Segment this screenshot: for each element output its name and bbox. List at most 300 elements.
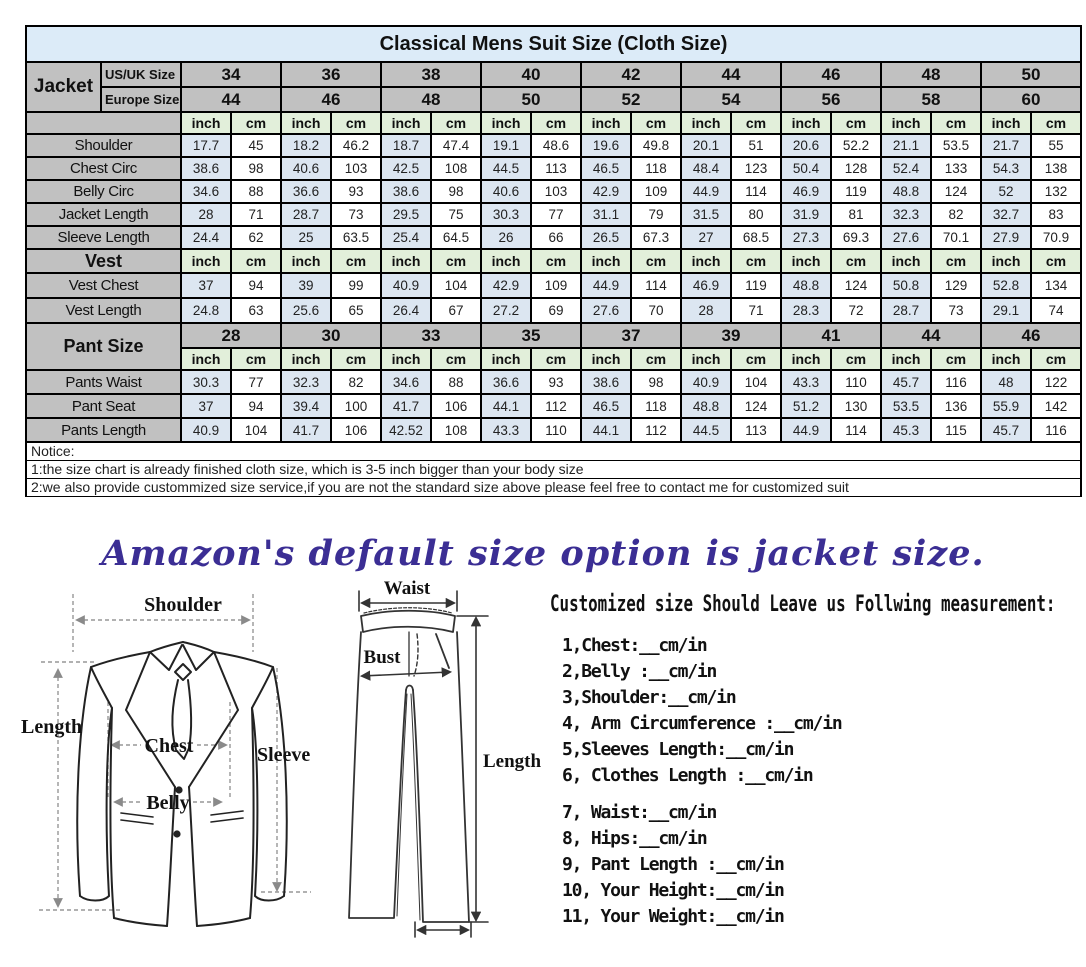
inch-value-cell: 28.7 bbox=[881, 298, 931, 323]
unit-cm-header: cm bbox=[631, 348, 681, 370]
custom-list bbox=[550, 635, 1086, 927]
us-uk-size-value: 38 bbox=[381, 62, 481, 87]
pant-size-value: 39 bbox=[681, 323, 781, 348]
cm-value-cell: 133 bbox=[931, 157, 981, 180]
unit-inch-header: inch bbox=[681, 249, 731, 273]
inch-value-cell: 53.5 bbox=[881, 394, 931, 418]
unit-inch-header: inch bbox=[181, 112, 231, 134]
unit-inch-header: inch bbox=[881, 249, 931, 273]
custom-item: 1,Chest:__cm/in bbox=[562, 635, 707, 656]
unit-inch-header: inch bbox=[781, 249, 831, 273]
cm-value-cell: 99 bbox=[331, 273, 381, 298]
cm-value-cell: 98 bbox=[631, 370, 681, 394]
us-uk-size-label: US/UK Size bbox=[101, 62, 181, 87]
custom-item: 6, Clothes Length :__cm/in bbox=[562, 765, 813, 786]
inch-value-cell: 26 bbox=[481, 226, 531, 249]
inch-value-cell: 27 bbox=[681, 226, 731, 249]
inch-value-cell: 26.5 bbox=[581, 226, 631, 249]
unit-inch-header: inch bbox=[481, 348, 531, 370]
unit-inch-header: inch bbox=[381, 348, 431, 370]
unit-cm-header: cm bbox=[731, 249, 781, 273]
cm-value-cell: 124 bbox=[731, 394, 781, 418]
cm-value-cell: 70.9 bbox=[1031, 226, 1081, 249]
row-label: Pant Seat bbox=[26, 394, 181, 418]
cm-value-cell: 98 bbox=[231, 157, 281, 180]
pant-size-value: 44 bbox=[881, 323, 981, 348]
row-label: Pants Length bbox=[26, 418, 181, 442]
inch-value-cell: 46.9 bbox=[681, 273, 731, 298]
jacket-belly-label: Belly bbox=[146, 792, 190, 814]
cm-value-cell: 67.3 bbox=[631, 226, 681, 249]
pant-size-value: 30 bbox=[281, 323, 381, 348]
inch-value-cell: 43.3 bbox=[481, 418, 531, 442]
inch-value-cell: 18.7 bbox=[381, 134, 431, 157]
pant-size-value: 41 bbox=[781, 323, 881, 348]
inch-value-cell: 44.9 bbox=[681, 180, 731, 203]
custom-measurements-section bbox=[550, 592, 1086, 932]
cm-value-cell: 77 bbox=[531, 203, 581, 226]
row-label: Vest Length bbox=[26, 298, 181, 323]
cm-value-cell: 94 bbox=[231, 273, 281, 298]
cm-value-cell: 62 bbox=[231, 226, 281, 249]
inch-value-cell: 44.5 bbox=[681, 418, 731, 442]
cm-value-cell: 138 bbox=[1031, 157, 1081, 180]
unit-inch-header: inch bbox=[181, 249, 231, 273]
unit-inch-header: inch bbox=[281, 249, 331, 273]
unit-inch-header: inch bbox=[981, 112, 1031, 134]
cm-value-cell: 108 bbox=[431, 157, 481, 180]
inch-value-cell: 28.3 bbox=[781, 298, 831, 323]
cm-value-cell: 51 bbox=[731, 134, 781, 157]
row-label: Vest Chest bbox=[26, 273, 181, 298]
inch-value-cell: 40.6 bbox=[281, 157, 331, 180]
jacket-shoulder-label: Shoulder bbox=[144, 594, 222, 616]
inch-value-cell: 30.3 bbox=[481, 203, 531, 226]
cm-value-cell: 63.5 bbox=[331, 226, 381, 249]
cm-value-cell: 46.2 bbox=[331, 134, 381, 157]
unit-inch-header: inch bbox=[381, 249, 431, 273]
row-label: Shoulder bbox=[26, 134, 181, 157]
unit-cm-header: cm bbox=[331, 348, 381, 370]
cm-value-cell: 119 bbox=[731, 273, 781, 298]
cm-value-cell: 104 bbox=[431, 273, 481, 298]
cm-value-cell: 83 bbox=[1031, 203, 1081, 226]
jacket-length-label: Length bbox=[21, 716, 83, 738]
table-title: Classical Mens Suit Size (Cloth Size) bbox=[26, 26, 1081, 62]
inch-value-cell: 28 bbox=[681, 298, 731, 323]
inch-value-cell: 42.52 bbox=[381, 418, 431, 442]
cm-value-cell: 110 bbox=[531, 418, 581, 442]
inch-value-cell: 32.7 bbox=[981, 203, 1031, 226]
inch-value-cell: 40.9 bbox=[181, 418, 231, 442]
inch-value-cell: 29.1 bbox=[981, 298, 1031, 323]
inch-value-cell: 45.3 bbox=[881, 418, 931, 442]
unit-cm-header: cm bbox=[331, 249, 381, 273]
inch-value-cell: 44.9 bbox=[581, 273, 631, 298]
unit-cm-header: cm bbox=[831, 112, 881, 134]
inch-value-cell: 46.5 bbox=[581, 157, 631, 180]
us-uk-size-value: 48 bbox=[881, 62, 981, 87]
cm-value-cell: 93 bbox=[531, 370, 581, 394]
cm-value-cell: 79 bbox=[631, 203, 681, 226]
unit-inch-header: inch bbox=[481, 112, 531, 134]
inch-value-cell: 37 bbox=[181, 394, 231, 418]
cm-value-cell: 115 bbox=[931, 418, 981, 442]
notice-line: 1:the size chart is already finished cloth size, which is 3-5 inch bigger than your body size bbox=[26, 460, 1081, 478]
inch-value-cell: 45.7 bbox=[881, 370, 931, 394]
cm-value-cell: 82 bbox=[931, 203, 981, 226]
europe-size-value: 48 bbox=[381, 87, 481, 112]
unit-inch-header: inch bbox=[581, 348, 631, 370]
unit-cm-header: cm bbox=[531, 112, 581, 134]
cm-value-cell: 109 bbox=[631, 180, 681, 203]
inch-value-cell: 44.1 bbox=[581, 418, 631, 442]
cm-value-cell: 124 bbox=[831, 273, 881, 298]
unit-cm-header: cm bbox=[931, 112, 981, 134]
unit-cm-header: cm bbox=[431, 348, 481, 370]
size-table bbox=[25, 25, 1082, 497]
inch-value-cell: 42.5 bbox=[381, 157, 431, 180]
cm-value-cell: 98 bbox=[431, 180, 481, 203]
unit-inch-header: inch bbox=[881, 112, 931, 134]
inch-value-cell: 31.1 bbox=[581, 203, 631, 226]
unit-cm-header: cm bbox=[531, 348, 581, 370]
inch-value-cell: 54.3 bbox=[981, 157, 1031, 180]
pants-bust-label: Bust bbox=[363, 647, 401, 668]
cm-value-cell: 100 bbox=[331, 394, 381, 418]
cm-value-cell: 103 bbox=[331, 157, 381, 180]
inch-value-cell: 52.4 bbox=[881, 157, 931, 180]
empty-corner-cell bbox=[26, 112, 181, 134]
europe-size-value: 52 bbox=[581, 87, 681, 112]
inch-value-cell: 31.5 bbox=[681, 203, 731, 226]
inch-value-cell: 43.3 bbox=[781, 370, 831, 394]
inch-value-cell: 42.9 bbox=[581, 180, 631, 203]
cm-value-cell: 63 bbox=[231, 298, 281, 323]
row-label: Chest Circ bbox=[26, 157, 181, 180]
pant-size-value: 37 bbox=[581, 323, 681, 348]
inch-value-cell: 52 bbox=[981, 180, 1031, 203]
cm-value-cell: 94 bbox=[231, 394, 281, 418]
europe-size-value: 44 bbox=[181, 87, 281, 112]
cm-value-cell: 112 bbox=[631, 418, 681, 442]
cm-value-cell: 47.4 bbox=[431, 134, 481, 157]
inch-value-cell: 27.3 bbox=[781, 226, 831, 249]
unit-cm-header: cm bbox=[831, 249, 881, 273]
inch-value-cell: 27.6 bbox=[881, 226, 931, 249]
cm-value-cell: 116 bbox=[931, 370, 981, 394]
cm-value-cell: 113 bbox=[731, 418, 781, 442]
us-uk-size-value: 44 bbox=[681, 62, 781, 87]
cm-value-cell: 122 bbox=[1031, 370, 1081, 394]
cm-value-cell: 110 bbox=[831, 370, 881, 394]
notice-line: Notice: bbox=[26, 442, 1081, 460]
europe-size-value: 56 bbox=[781, 87, 881, 112]
inch-value-cell: 50.4 bbox=[781, 157, 831, 180]
inch-value-cell: 40.9 bbox=[381, 273, 431, 298]
cm-value-cell: 93 bbox=[331, 180, 381, 203]
inch-value-cell: 21.1 bbox=[881, 134, 931, 157]
cm-value-cell: 88 bbox=[431, 370, 481, 394]
jacket-outline bbox=[77, 642, 286, 926]
cm-value-cell: 48.6 bbox=[531, 134, 581, 157]
unit-cm-header: cm bbox=[1031, 348, 1081, 370]
cm-value-cell: 69.3 bbox=[831, 226, 881, 249]
cm-value-cell: 136 bbox=[931, 394, 981, 418]
cm-value-cell: 129 bbox=[931, 273, 981, 298]
inch-value-cell: 38.6 bbox=[381, 180, 431, 203]
pant-size-value: 46 bbox=[981, 323, 1081, 348]
unit-inch-header: inch bbox=[581, 249, 631, 273]
unit-cm-header: cm bbox=[831, 348, 881, 370]
pants-diagram bbox=[330, 578, 565, 967]
unit-inch-header: inch bbox=[281, 348, 331, 370]
inch-value-cell: 27.6 bbox=[581, 298, 631, 323]
inch-value-cell: 51.2 bbox=[781, 394, 831, 418]
inch-value-cell: 50.8 bbox=[881, 273, 931, 298]
us-uk-size-value: 50 bbox=[981, 62, 1081, 87]
unit-inch-header: inch bbox=[181, 348, 231, 370]
europe-size-value: 54 bbox=[681, 87, 781, 112]
unit-cm-header: cm bbox=[431, 249, 481, 273]
row-label: Sleeve Length bbox=[26, 226, 181, 249]
custom-item: 11, Your Weight:__cm/in bbox=[562, 906, 784, 927]
inch-value-cell: 27.2 bbox=[481, 298, 531, 323]
unit-inch-header: inch bbox=[781, 348, 831, 370]
pant-size-value: 35 bbox=[481, 323, 581, 348]
cm-value-cell: 74 bbox=[1031, 298, 1081, 323]
inch-value-cell: 44.9 bbox=[781, 418, 831, 442]
pants-waist-label: Waist bbox=[383, 578, 431, 599]
inch-value-cell: 19.1 bbox=[481, 134, 531, 157]
unit-inch-header: inch bbox=[581, 112, 631, 134]
unit-inch-header: inch bbox=[681, 348, 731, 370]
pant-section-label: Pant Size bbox=[26, 323, 181, 370]
size-table-container bbox=[25, 25, 1082, 497]
notice-line: 2:we also provide custommized size service,if you are not the standard size above please feel free to contact me for customized suit bbox=[26, 478, 1081, 496]
inch-value-cell: 52.8 bbox=[981, 273, 1031, 298]
cm-value-cell: 68.5 bbox=[731, 226, 781, 249]
custom-item: 9, Pant Length :__cm/in bbox=[562, 854, 784, 875]
inch-value-cell: 48.8 bbox=[781, 273, 831, 298]
unit-cm-header: cm bbox=[231, 249, 281, 273]
cm-value-cell: 81 bbox=[831, 203, 881, 226]
cm-value-cell: 106 bbox=[331, 418, 381, 442]
cm-value-cell: 142 bbox=[1031, 394, 1081, 418]
cm-value-cell: 119 bbox=[831, 180, 881, 203]
cm-value-cell: 118 bbox=[631, 394, 681, 418]
europe-size-value: 46 bbox=[281, 87, 381, 112]
inch-value-cell: 24.4 bbox=[181, 226, 231, 249]
inch-value-cell: 48.8 bbox=[881, 180, 931, 203]
cm-value-cell: 71 bbox=[231, 203, 281, 226]
inch-value-cell: 55.9 bbox=[981, 394, 1031, 418]
cm-value-cell: 64.5 bbox=[431, 226, 481, 249]
pants-measure-lines bbox=[359, 591, 488, 937]
inch-value-cell: 25.6 bbox=[281, 298, 331, 323]
cm-value-cell: 53.5 bbox=[931, 134, 981, 157]
inch-value-cell: 45.7 bbox=[981, 418, 1031, 442]
cm-value-cell: 55 bbox=[1031, 134, 1081, 157]
cm-value-cell: 128 bbox=[831, 157, 881, 180]
unit-inch-header: inch bbox=[981, 249, 1031, 273]
cm-value-cell: 134 bbox=[1031, 273, 1081, 298]
custom-item: 3,Shoulder:__cm/in bbox=[562, 687, 736, 708]
pant-size-value: 28 bbox=[181, 323, 281, 348]
cm-value-cell: 80 bbox=[731, 203, 781, 226]
cm-value-cell: 73 bbox=[931, 298, 981, 323]
cm-value-cell: 72 bbox=[831, 298, 881, 323]
inch-value-cell: 48.8 bbox=[681, 394, 731, 418]
pant-size-value: 33 bbox=[381, 323, 481, 348]
cm-value-cell: 124 bbox=[931, 180, 981, 203]
us-uk-size-value: 42 bbox=[581, 62, 681, 87]
cm-value-cell: 73 bbox=[331, 203, 381, 226]
unit-inch-header: inch bbox=[681, 112, 731, 134]
unit-cm-header: cm bbox=[1031, 112, 1081, 134]
inch-value-cell: 48 bbox=[981, 370, 1031, 394]
cm-value-cell: 49.8 bbox=[631, 134, 681, 157]
cm-value-cell: 104 bbox=[231, 418, 281, 442]
us-uk-size-value: 36 bbox=[281, 62, 381, 87]
inch-value-cell: 38.6 bbox=[581, 370, 631, 394]
inch-value-cell: 40.6 bbox=[481, 180, 531, 203]
inch-value-cell: 19.6 bbox=[581, 134, 631, 157]
europe-size-value: 60 bbox=[981, 87, 1081, 112]
cm-value-cell: 69 bbox=[531, 298, 581, 323]
jacket-chest-label: Chest bbox=[144, 735, 194, 757]
inch-value-cell: 21.7 bbox=[981, 134, 1031, 157]
cm-value-cell: 123 bbox=[731, 157, 781, 180]
unit-inch-header: inch bbox=[281, 112, 331, 134]
europe-size-label: Europe Size bbox=[101, 87, 181, 112]
inch-value-cell: 29.5 bbox=[381, 203, 431, 226]
jacket-sleeve-label: Sleeve bbox=[257, 744, 311, 766]
custom-item: 10, Your Height:__cm/in bbox=[562, 880, 784, 901]
inch-value-cell: 48.4 bbox=[681, 157, 731, 180]
inch-value-cell: 36.6 bbox=[481, 370, 531, 394]
inch-value-cell: 39.4 bbox=[281, 394, 331, 418]
cm-value-cell: 106 bbox=[431, 394, 481, 418]
unit-inch-header: inch bbox=[381, 112, 431, 134]
inch-value-cell: 27.9 bbox=[981, 226, 1031, 249]
cm-value-cell: 77 bbox=[231, 370, 281, 394]
inch-value-cell: 39 bbox=[281, 273, 331, 298]
cm-value-cell: 109 bbox=[531, 273, 581, 298]
cm-value-cell: 112 bbox=[531, 394, 581, 418]
cm-value-cell: 70 bbox=[631, 298, 681, 323]
inch-value-cell: 44.1 bbox=[481, 394, 531, 418]
custom-item: 4, Arm Circumference :__cm/in bbox=[562, 713, 842, 734]
jacket-diagram bbox=[15, 580, 350, 967]
inch-value-cell: 32.3 bbox=[881, 203, 931, 226]
unit-cm-header: cm bbox=[731, 112, 781, 134]
unit-cm-header: cm bbox=[431, 112, 481, 134]
inch-value-cell: 34.6 bbox=[381, 370, 431, 394]
inch-value-cell: 41.7 bbox=[381, 394, 431, 418]
inch-value-cell: 31.9 bbox=[781, 203, 831, 226]
custom-item: 2,Belly :__cm/in bbox=[562, 661, 717, 682]
unit-inch-header: inch bbox=[481, 249, 531, 273]
unit-cm-header: cm bbox=[631, 249, 681, 273]
unit-cm-header: cm bbox=[331, 112, 381, 134]
custom-item: 7, Waist:__cm/in bbox=[562, 802, 717, 823]
cm-value-cell: 67 bbox=[431, 298, 481, 323]
unit-cm-header: cm bbox=[231, 112, 281, 134]
cm-value-cell: 116 bbox=[1031, 418, 1081, 442]
inch-value-cell: 32.3 bbox=[281, 370, 331, 394]
inch-value-cell: 38.6 bbox=[181, 157, 231, 180]
cm-value-cell: 114 bbox=[731, 180, 781, 203]
jacket-section-label: Jacket bbox=[26, 62, 101, 112]
cm-value-cell: 108 bbox=[431, 418, 481, 442]
pants-length-label: Length bbox=[483, 751, 542, 772]
unit-inch-header: inch bbox=[981, 348, 1031, 370]
cm-value-cell: 66 bbox=[531, 226, 581, 249]
inch-value-cell: 46.5 bbox=[581, 394, 631, 418]
cm-value-cell: 70.1 bbox=[931, 226, 981, 249]
cm-value-cell: 118 bbox=[631, 157, 681, 180]
inch-value-cell: 25.4 bbox=[381, 226, 431, 249]
inch-value-cell: 40.9 bbox=[681, 370, 731, 394]
row-label: Jacket Length bbox=[26, 203, 181, 226]
inch-value-cell: 41.7 bbox=[281, 418, 331, 442]
vest-section-label: Vest bbox=[26, 249, 181, 273]
inch-value-cell: 18.2 bbox=[281, 134, 331, 157]
custom-item: 5,Sleeves Length:__cm/in bbox=[562, 739, 794, 760]
inch-value-cell: 42.9 bbox=[481, 273, 531, 298]
custom-item: 8, Hips:__cm/in bbox=[562, 828, 707, 849]
cm-value-cell: 75 bbox=[431, 203, 481, 226]
inch-value-cell: 17.7 bbox=[181, 134, 231, 157]
cm-value-cell: 45 bbox=[231, 134, 281, 157]
unit-cm-header: cm bbox=[931, 249, 981, 273]
cm-value-cell: 113 bbox=[531, 157, 581, 180]
unit-cm-header: cm bbox=[631, 112, 681, 134]
row-label: Pants Waist bbox=[26, 370, 181, 394]
cm-value-cell: 114 bbox=[631, 273, 681, 298]
inch-value-cell: 34.6 bbox=[181, 180, 231, 203]
inch-value-cell: 28.7 bbox=[281, 203, 331, 226]
us-uk-size-value: 46 bbox=[781, 62, 881, 87]
cm-value-cell: 88 bbox=[231, 180, 281, 203]
inch-value-cell: 26.4 bbox=[381, 298, 431, 323]
cm-value-cell: 52.2 bbox=[831, 134, 881, 157]
europe-size-value: 58 bbox=[881, 87, 981, 112]
inch-value-cell: 36.6 bbox=[281, 180, 331, 203]
cm-value-cell: 65 bbox=[331, 298, 381, 323]
cm-value-cell: 71 bbox=[731, 298, 781, 323]
europe-size-value: 50 bbox=[481, 87, 581, 112]
cm-value-cell: 114 bbox=[831, 418, 881, 442]
cm-value-cell: 132 bbox=[1031, 180, 1081, 203]
cm-value-cell: 82 bbox=[331, 370, 381, 394]
unit-cm-header: cm bbox=[731, 348, 781, 370]
unit-cm-header: cm bbox=[1031, 249, 1081, 273]
inch-value-cell: 37 bbox=[181, 273, 231, 298]
unit-cm-header: cm bbox=[931, 348, 981, 370]
inch-value-cell: 24.8 bbox=[181, 298, 231, 323]
unit-cm-header: cm bbox=[531, 249, 581, 273]
cm-value-cell: 130 bbox=[831, 394, 881, 418]
inch-value-cell: 25 bbox=[281, 226, 331, 249]
unit-inch-header: inch bbox=[881, 348, 931, 370]
inch-value-cell: 46.9 bbox=[781, 180, 831, 203]
banner-text: Amazon's default size option is jacket size. bbox=[101, 533, 985, 574]
inch-value-cell: 20.1 bbox=[681, 134, 731, 157]
inch-value-cell: 44.5 bbox=[481, 157, 531, 180]
custom-heading: Customized size Should Leave us Follwing measurement: bbox=[550, 592, 1056, 617]
